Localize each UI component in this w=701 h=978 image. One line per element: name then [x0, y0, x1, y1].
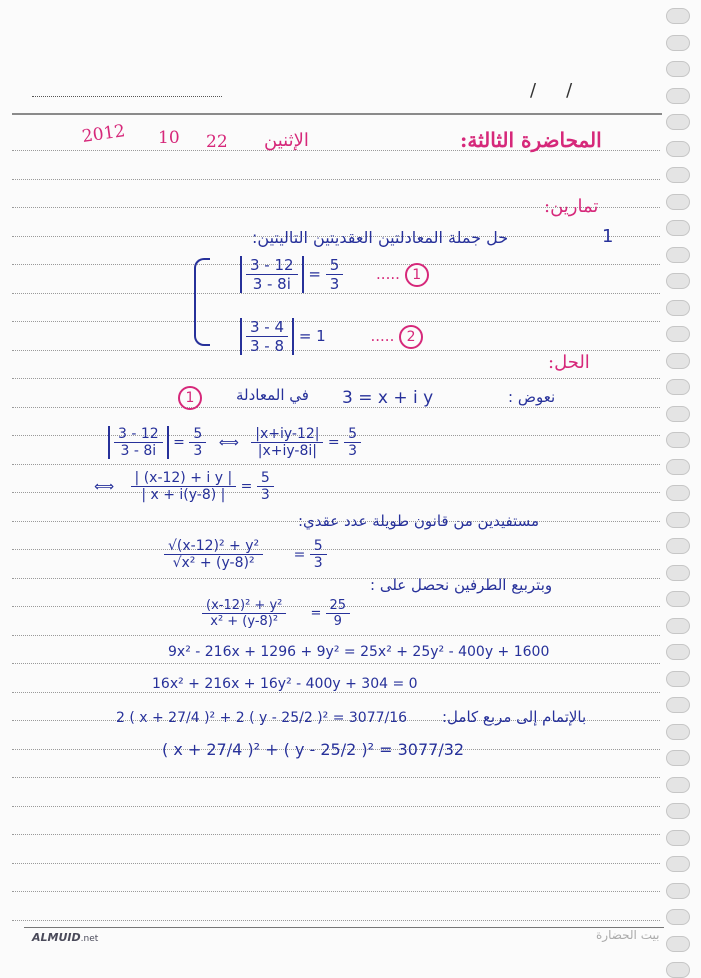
spiral-hole — [666, 565, 690, 581]
system-eq2: $\frac{3 - 4}{3 - 8}$ = 1 ..... 2 — [240, 318, 423, 355]
spiral-hole — [666, 353, 690, 369]
date-dotted-line — [32, 96, 222, 97]
spiral-hole — [666, 909, 690, 925]
spiral-hole — [666, 962, 690, 978]
date-slashes: // — [530, 80, 603, 101]
spiral-hole — [666, 936, 690, 952]
modulus-text: مستفيدين من قانون طويلة عدد عقدي: — [298, 512, 540, 530]
eq1-label: 1 — [405, 263, 429, 287]
spiral-hole — [666, 432, 690, 448]
ruled-line — [12, 806, 660, 807]
spiral-hole — [666, 35, 690, 51]
spiral-hole — [666, 538, 690, 554]
eq2-label: 2 — [399, 325, 423, 349]
solution-line7: 2 ( x + 27/4 )² + 2 ( y - 25/2 )² = 3077/16 — [116, 710, 408, 726]
solution-line8: ( x + 27/4 )² + ( y - 25/2 )² = 3077/32 — [162, 740, 465, 759]
solution-line4: $\frac{\text{(x-12)² + y²}}{\text{x² + (y-8)²}}$ = $\frac{25}{9}$ — [202, 598, 350, 629]
spiral-hole — [666, 512, 690, 528]
solution-line2: ⟺ $\frac{\text{| (x-12) + i y |}}{| x + i(y-8) |}$ = $\frac{5}{3}$ — [94, 470, 274, 503]
spiral-hole — [666, 61, 690, 77]
spiral-hole — [666, 644, 690, 660]
solution-line6: 16x² + 216x + 16y² - 400y + 304 = 0 — [152, 676, 418, 692]
spiral-hole — [666, 856, 690, 872]
system-brace — [194, 258, 210, 346]
solution-line3: $\frac{\text{√(x-12)² + y²}}{\text{√x² + (y-8)²}}$ = $\frac{5}{3}$ — [164, 538, 327, 571]
exercise-number: 1 — [602, 226, 614, 247]
spiral-hole — [666, 803, 690, 819]
substitute-text: نعوض : — [508, 388, 556, 406]
spiral-hole — [666, 830, 690, 846]
spiral-hole — [666, 750, 690, 766]
complete-square-text: بالإتمام إلى مربع كامل: — [442, 708, 587, 726]
ruled-line — [12, 777, 660, 778]
ruled-line — [12, 920, 660, 921]
square-text: وبتربيع الطرفين نحصل على : — [370, 576, 553, 594]
system-eq1: $\frac{3 - 12}{3 - 8i}$ = $\frac{5}{3}$ ..... 1 — [240, 256, 429, 293]
spiral-hole — [666, 88, 690, 104]
ruled-line — [12, 663, 660, 664]
ruled-line — [12, 179, 660, 180]
spiral-hole — [666, 141, 690, 157]
substitute-equation: 3 = x + i y — [342, 388, 434, 408]
spiral-hole — [666, 618, 690, 634]
spiral-hole — [666, 300, 690, 316]
ruled-line — [12, 378, 660, 379]
spiral-hole — [666, 777, 690, 793]
solution-line1: $\frac{3 - 12}{3 - 8i}$ = $\frac{5}{3}$ ⟺ $\frac{|x+iy-12|}{|x+iy-8i|}$ = $\frac{5}{3}$ — [108, 426, 361, 459]
ruled-line — [12, 635, 660, 636]
spiral-binding — [664, 0, 701, 978]
spiral-hole — [666, 8, 690, 24]
ruled-line — [12, 863, 660, 864]
ruled-line — [12, 834, 660, 835]
ruled-line — [12, 464, 660, 465]
header-weekday: الإثنين — [264, 130, 309, 151]
ruled-line — [12, 549, 660, 550]
spiral-hole — [666, 379, 690, 395]
spiral-hole — [666, 167, 690, 183]
exercises-heading: تمارين: — [544, 196, 599, 217]
footer-logo: ALMUID.net — [32, 931, 99, 944]
ruled-line — [12, 891, 660, 892]
spiral-hole — [666, 459, 690, 475]
solution-line5: 9x² - 216x + 1296 + 9y² = 25x² + 25y² - 400y + 1600 — [168, 644, 550, 660]
spiral-hole — [666, 273, 690, 289]
exercise-statement: حل جملة المعادلتين العقديتين التاليتين: — [252, 228, 509, 247]
ruled-line — [12, 578, 660, 579]
lecture-title: المحاضرة الثالثة: — [460, 128, 602, 152]
spiral-hole — [666, 883, 690, 899]
spiral-hole — [666, 697, 690, 713]
spiral-hole — [666, 247, 690, 263]
ruled-line — [12, 407, 660, 408]
spiral-hole — [666, 724, 690, 740]
spiral-hole — [666, 485, 690, 501]
spiral-hole — [666, 114, 690, 130]
header-day: 22 — [206, 132, 228, 152]
spiral-hole — [666, 194, 690, 210]
header-year: 2012 — [80, 121, 127, 147]
spiral-hole — [666, 671, 690, 687]
spiral-hole — [666, 591, 690, 607]
ruled-line — [12, 293, 660, 294]
spiral-hole — [666, 220, 690, 236]
in-equation-label: 1 — [178, 386, 202, 410]
spiral-hole — [666, 406, 690, 422]
in-equation-text: في المعادلة — [236, 386, 309, 404]
ruled-line — [12, 692, 660, 693]
header-month: 10 — [158, 128, 180, 148]
spiral-hole — [666, 326, 690, 342]
header-rule — [12, 113, 662, 115]
footer-watermark: بيت الحضارة — [596, 928, 660, 942]
footer-rule — [24, 927, 664, 928]
solution-heading: الحل: — [548, 352, 590, 373]
